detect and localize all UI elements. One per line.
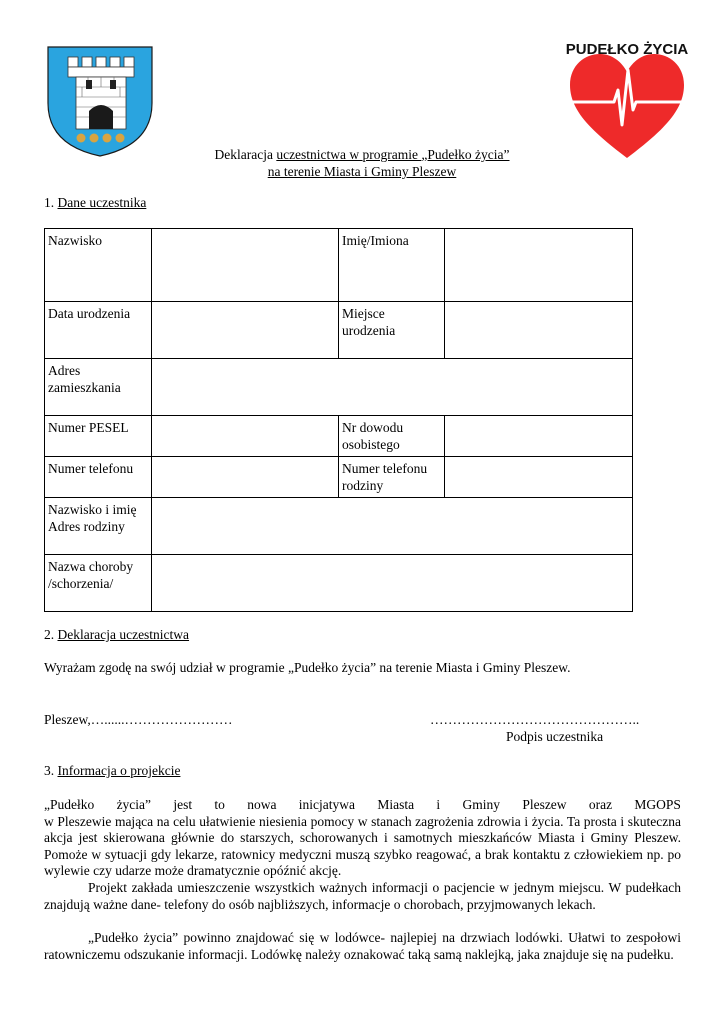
label-data-urodzenia: Data urodzenia — [45, 302, 152, 359]
label-telefon: Numer telefonu — [45, 457, 152, 498]
project-paragraph-3: „Pudełko życia” powinno znajdować się w lodówce- najlepiej na drzwiach lodówki. Ułatwi to zespołowi ratowniczemu odszukanie informacji. Lodówkę należy oznakować taką samą naklejką, jaka znajduje się na pudełku. — [44, 930, 681, 962]
paragraph-1-first-line: „Pudełko życia” jest to nowa inicjatywa Miasta i Gminy Pleszew oraz MGOPS — [44, 797, 681, 812]
field-imie[interactable] — [445, 229, 633, 302]
signature-label: Podpis uczestnika — [506, 729, 604, 744]
place-date-field[interactable]: Pleszew,…......…………………… — [44, 712, 233, 727]
section-2-heading: 2. Deklaracja uczestnictwa — [44, 627, 190, 642]
document-subtitle: na terenie Miasta i Gminy Pleszew — [267, 164, 457, 179]
project-paragraph-1: „Pudełko życia” jest to nowa inicjatywa Miasta i Gminy Pleszew oraz MGOPS w Pleszewie mająca na celu ułatwienie niesienia pomocy w stanach zagrożenia zdrowia i życia. Ta prosta i skuteczna akcja jest skierowana głównie do starszych, schorowanych i samotnych mieszkańców Miasta i Gminy Pleszew. Pomoże w sytuacji gdy lekarze, ratownicy medyczni muszą szybko reagować, a brak kontaktu z człowiekiem np. po wylewie czy udarze może dramatycznie opóźnić akcję. — [44, 797, 681, 878]
document-title: Deklaracja uczestnictwa w programie „Pudełko życia” — [214, 147, 510, 162]
consent-text: Wyrażam zgodę na swój udział w programie „Pudełko życia” na terenie Miasta i Gminy Pleszew. — [44, 660, 571, 675]
label-adres: Adres zamieszkania — [45, 359, 152, 416]
field-pesel[interactable] — [152, 416, 339, 457]
field-nazwisko[interactable] — [152, 229, 339, 302]
label-telefon-rodziny: Numer telefonu rodziny — [339, 457, 445, 498]
label-choroba: Nazwa choroby /schorzenia/ — [45, 555, 152, 612]
field-choroba[interactable] — [152, 555, 633, 612]
field-telefon-rodziny[interactable] — [445, 457, 633, 498]
section-1-heading: 1. Dane uczestnika — [44, 195, 147, 210]
label-miejsce-urodzenia: Miejsce urodzenia — [339, 302, 445, 359]
label-imie: Imię/Imiona — [339, 229, 445, 302]
field-data-urodzenia[interactable] — [152, 302, 339, 359]
section-3-heading: 3. Informacja o projekcie — [44, 763, 181, 778]
label-nazwisko: Nazwisko — [45, 229, 152, 302]
field-miejsce-urodzenia[interactable] — [445, 302, 633, 359]
field-nr-dowodu[interactable] — [445, 416, 633, 457]
field-telefon[interactable] — [152, 457, 339, 498]
participant-data-table — [44, 228, 633, 612]
label-rodzina: Nazwisko i imię Adres rodziny — [45, 498, 152, 555]
signature-line[interactable]: ……………………………………….. — [430, 712, 640, 727]
label-nr-dowodu: Nr dowodu osobistego — [339, 416, 445, 457]
project-paragraph-2: Projekt zakłada umieszczenie wszystkich ważnych informacji o pacjencie w jednym miejscu. W pudełkach znajdują ważne dane- telefony do osób najbliższych, informacje o chorobach, przyjmowanych lekach. — [44, 880, 681, 912]
pudelko-zycia-logo — [560, 30, 694, 162]
pleszew-coat-of-arms — [46, 45, 154, 158]
field-adres[interactable] — [152, 359, 633, 416]
field-rodzina[interactable] — [152, 498, 633, 555]
label-pesel: Numer PESEL — [45, 416, 152, 457]
logo-text: PUDEŁKO ŻYCIA — [565, 41, 689, 58]
